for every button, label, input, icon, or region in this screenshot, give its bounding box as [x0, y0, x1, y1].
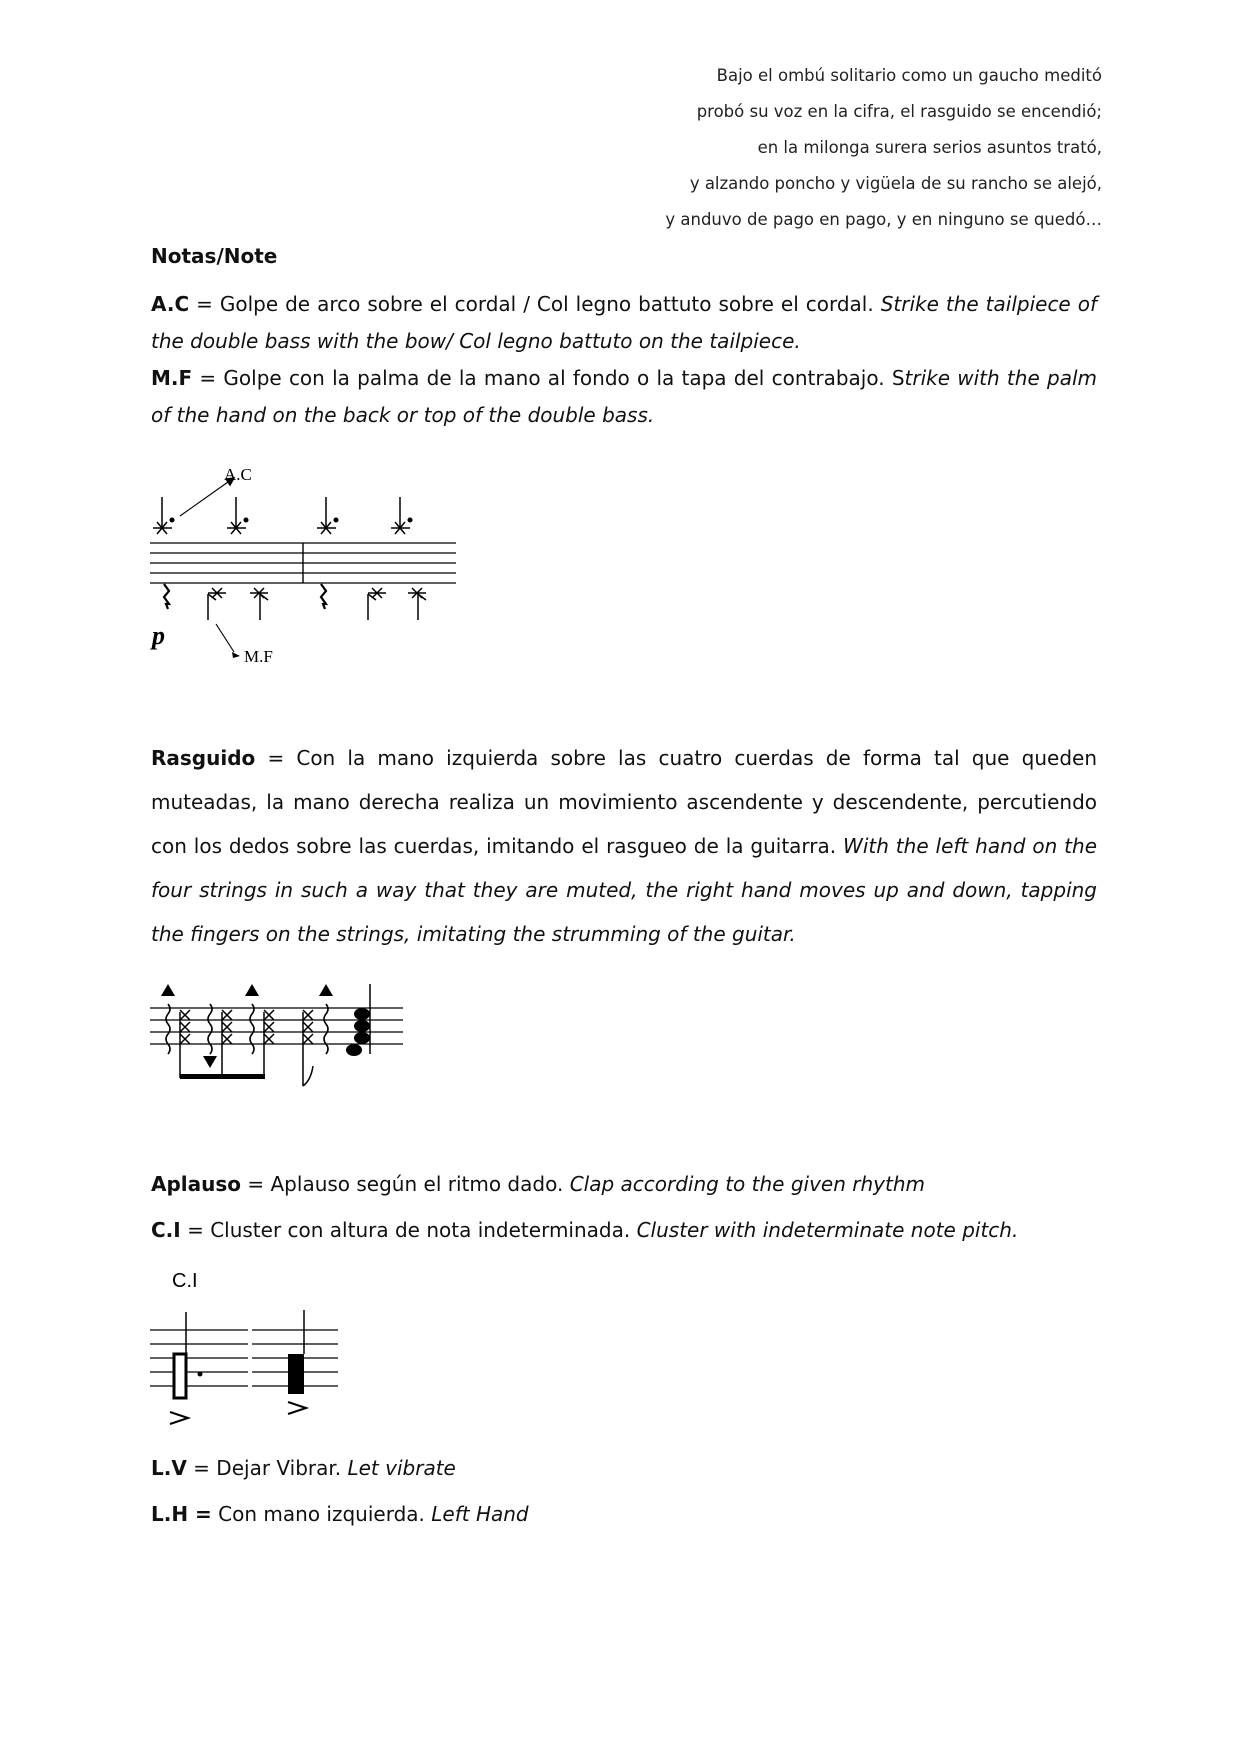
mf-note	[408, 588, 426, 620]
ac-note	[317, 497, 338, 534]
lh-spanish: Con mano izquierda.	[211, 1502, 432, 1526]
cluster-filled	[288, 1310, 306, 1414]
ci-label: C.I	[172, 1270, 198, 1292]
ci-english: Cluster with indeterminate note pitch.	[636, 1218, 1019, 1242]
mf-note	[208, 588, 226, 620]
cluster-open	[170, 1312, 203, 1424]
quarter-rest	[164, 584, 169, 609]
aplauso-term: Aplauso	[151, 1172, 242, 1196]
poem-line: en la milonga surera serios asuntos trató,	[757, 138, 1102, 157]
poem-line: y anduvo de pago en pago, y en ninguno se quedó…	[665, 210, 1102, 229]
lv-spanish: = Dejar Vibrar.	[186, 1456, 348, 1480]
poem-line: Bajo el ombú solitario como un gaucho meditó	[716, 66, 1102, 85]
staff-lines	[150, 543, 456, 583]
mf-term: M.F	[151, 366, 193, 390]
ac-english: Strike the tailpiece of the double bass with the bow/ Col legno battuto on the tailpiece.	[151, 292, 1097, 353]
ci-definition	[151, 1212, 1097, 1249]
aplauso-definition	[151, 1166, 1097, 1203]
ac-term: A.C	[151, 292, 190, 316]
rasguido-staff-svg	[148, 982, 408, 1102]
ac-note	[153, 497, 174, 534]
mf-note	[250, 588, 268, 620]
ac-note	[391, 497, 412, 534]
ac-label: A.C	[224, 465, 252, 484]
lh-english: Left Hand	[431, 1502, 529, 1526]
rasguido-spanish: = Con la mano izquierda sobre las cuatro cuerdas de forma tal que queden muteadas, la mano derecha realiza un movimiento ascendente y descendente, percutiendo con los dedos sobre las cuerdas, imitando el rasgueo de la guitarra.	[151, 746, 1097, 858]
ac-spanish: = Golpe de arco sobre el cordal / Col legno battuto sobre el cordal.	[189, 292, 881, 316]
rasguido-term: Rasguido	[151, 746, 256, 770]
figure-rasguido-notation	[148, 982, 408, 1102]
mf-spanish: = Golpe con la palma de la mano al fondo o la tapa del contrabajo. S	[192, 366, 905, 390]
figure-ac-mf-notation	[148, 460, 468, 680]
figure-cluster-notation	[148, 1262, 348, 1442]
mf-notes	[164, 584, 426, 652]
lh-definition	[151, 1496, 1097, 1533]
notes-heading: Notas/Note	[151, 244, 278, 268]
mf-definition	[151, 360, 1097, 434]
quarter-rest	[321, 584, 326, 609]
ac-definition	[151, 286, 1097, 360]
ci-spanish: = Cluster con altura de nota indeterminada.	[180, 1218, 637, 1242]
rasguido-english: With the left hand on the four strings in such a way that they are muted, the right hand moves up and down, tapping the fingers on the strings, imitating the strumming of the guitar.	[151, 834, 1097, 946]
lv-english: Let vibrate	[347, 1456, 456, 1480]
strum-up-arrow	[319, 984, 333, 996]
poem-line: y alzando poncho y vigüela de su rancho se alejó,	[689, 174, 1102, 193]
lv-definition	[151, 1450, 1097, 1487]
muted-x-heads	[180, 1010, 313, 1044]
eighth-flag	[303, 1066, 313, 1086]
strum-up-arrow	[245, 984, 259, 996]
dynamic-piano: p	[152, 621, 165, 650]
lv-term: L.V	[151, 1456, 187, 1480]
mf-english: trike with the palm of the hand on the back or top of the double bass.	[151, 366, 1097, 427]
strum-up-arrow	[161, 984, 175, 996]
strum-down-arrow	[203, 1056, 217, 1068]
rasguido-definition	[151, 736, 1097, 956]
mf-arrowhead	[232, 652, 240, 658]
lh-term: L.H =	[151, 1502, 212, 1526]
ac-notes	[153, 478, 412, 534]
accent-mark	[170, 1412, 188, 1424]
beam	[180, 1074, 265, 1079]
mf-note	[368, 588, 386, 620]
cluster-staff-svg	[148, 1262, 348, 1442]
ac-note	[227, 497, 248, 534]
ac-mf-staff-svg	[148, 460, 468, 680]
aplauso-english: Clap according to the given rhythm	[569, 1172, 925, 1196]
poem-line: probó su voz en la cifra, el rasguido se encendió;	[696, 102, 1102, 121]
accent-mark	[288, 1402, 306, 1414]
mf-label: M.F	[244, 647, 273, 666]
poem-epigraph	[542, 58, 1102, 238]
aplauso-spanish: = Aplauso según el ritmo dado.	[241, 1172, 570, 1196]
ci-term: C.I	[151, 1218, 181, 1242]
